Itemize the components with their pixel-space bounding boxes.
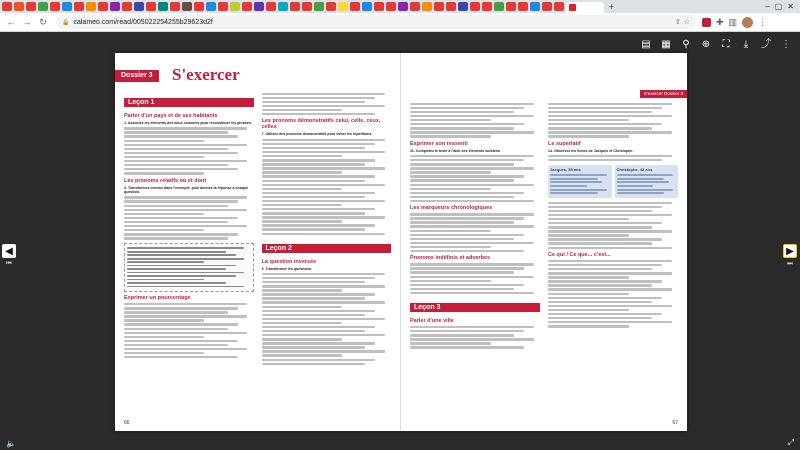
browser-tab[interactable] xyxy=(98,2,108,11)
browser-menu-icon[interactable]: ⋮ xyxy=(758,16,768,27)
first-page-icon[interactable]: ⏮ xyxy=(6,260,12,267)
section-heading: Le superlatif xyxy=(548,140,581,147)
browser-tab[interactable] xyxy=(278,2,288,11)
profile-card xyxy=(548,165,612,198)
browser-tab[interactable] xyxy=(134,2,144,11)
left-page xyxy=(115,53,401,431)
active-tab[interactable] xyxy=(566,2,604,13)
browser-tab[interactable] xyxy=(506,2,516,11)
left-column-1 xyxy=(124,91,254,415)
extension-icon[interactable] xyxy=(702,18,711,27)
profile-cards xyxy=(548,163,678,200)
close-icon[interactable]: ✕ xyxy=(787,2,794,11)
browser-tab[interactable] xyxy=(482,2,492,11)
side-panel-icon[interactable]: ▥ xyxy=(728,16,738,27)
dossier-badge: Dossier 3 xyxy=(115,70,159,82)
browser-tab[interactable] xyxy=(50,2,60,11)
right-column-2 xyxy=(548,101,678,415)
exercise-instruction: 4. Transformez comme dans l'exemple, puis donnez la réponse à chaque question. xyxy=(124,185,249,195)
grid-icon[interactable]: ▦ xyxy=(661,39,671,50)
browser-tab[interactable] xyxy=(398,2,408,11)
browser-tab[interactable] xyxy=(38,2,48,11)
viewer-bottom-bar xyxy=(0,436,800,450)
browser-tab[interactable] xyxy=(350,2,360,11)
url-text: calameo.com/read/005022254255b29623d2f xyxy=(73,18,213,26)
viewer-toolbar xyxy=(640,40,792,50)
browser-tab[interactable] xyxy=(302,2,312,11)
new-tab-button[interactable]: + xyxy=(609,1,615,12)
exercise-instruction: 1. Associez les éléments des deux colonnes pour reconstituer les phrases. xyxy=(124,121,252,125)
share-icon[interactable]: ⤴ xyxy=(761,39,771,50)
lesson-heading: Leçon 1 xyxy=(124,98,254,107)
extensions-puzzle-icon[interactable]: ✚ xyxy=(716,16,724,27)
browser-tab[interactable] xyxy=(182,2,192,11)
section-heading: Pronoms indéfinis et adverbes xyxy=(410,255,491,262)
search-icon[interactable]: ⚲ xyxy=(682,39,690,50)
browser-tab[interactable] xyxy=(338,2,348,11)
browser-tab[interactable] xyxy=(14,2,24,11)
browser-tab[interactable] xyxy=(374,2,384,11)
download-icon[interactable]: ⤓ xyxy=(743,39,749,50)
volume-icon[interactable]: 🔈 xyxy=(6,438,16,448)
zoom-icon[interactable]: ⊕ xyxy=(701,39,711,50)
fit-page-icon[interactable]: ⤢ xyxy=(787,438,794,447)
section-heading: Les pronoms démonstratifs celui, celle, ceux, celles xyxy=(261,118,381,131)
profile-card xyxy=(615,165,679,198)
card-title: Christophe, 42 ans xyxy=(616,167,653,173)
browser-tab[interactable] xyxy=(530,2,540,11)
browser-tab[interactable] xyxy=(158,2,168,11)
browser-tab[interactable] xyxy=(194,2,204,11)
maximize-icon[interactable]: ▢ xyxy=(774,2,783,11)
browser-tab[interactable] xyxy=(254,2,264,11)
browser-tab[interactable] xyxy=(422,2,432,11)
browser-tab[interactable] xyxy=(146,2,156,11)
browser-tab[interactable] xyxy=(230,2,240,11)
section-heading: Parler d'une ville xyxy=(410,317,454,324)
browser-tab[interactable] xyxy=(170,2,180,11)
browser-tab[interactable] xyxy=(494,2,504,11)
browser-tab[interactable] xyxy=(542,2,552,11)
browser-tab[interactable] xyxy=(290,2,300,11)
window-controls xyxy=(765,2,800,11)
browser-tab[interactable] xyxy=(206,2,216,11)
right-column-1 xyxy=(410,101,540,415)
tab-list xyxy=(2,2,566,11)
browser-tab[interactable] xyxy=(518,2,528,11)
section-heading: Exprimer un pourcentage xyxy=(124,295,191,302)
browser-tab[interactable] xyxy=(470,2,480,11)
browser-tab[interactable] xyxy=(218,2,228,11)
browser-tab[interactable] xyxy=(26,2,36,11)
bookmark-star-icon[interactable]: ☆ xyxy=(683,19,690,26)
lock-icon[interactable]: 🔒 xyxy=(62,19,70,26)
exercise-instruction: 7. Utilisez des pronoms démonstratifs pour éviter les répétitions. xyxy=(261,132,373,137)
next-page-button[interactable]: ▶ xyxy=(783,244,797,258)
section-heading: Les marqueurs chronologiques xyxy=(410,205,493,212)
right-page xyxy=(401,53,687,431)
fullscreen-icon[interactable]: ⛶ xyxy=(722,39,730,50)
browser-tab[interactable] xyxy=(554,2,564,11)
book-spread xyxy=(115,53,687,431)
document-viewer xyxy=(0,32,800,450)
section-heading: La question inversée xyxy=(261,258,317,265)
tab-strip xyxy=(0,0,800,13)
browser-tab[interactable] xyxy=(386,2,396,11)
browser-tab[interactable] xyxy=(266,2,276,11)
section-heading: Ce qui / Ce que... c'est... xyxy=(548,251,611,258)
address-bar[interactable] xyxy=(56,15,696,29)
more-icon[interactable]: ⋮ xyxy=(781,39,791,50)
share-page-icon[interactable]: ⇪ xyxy=(674,19,681,26)
handwritten-box xyxy=(124,243,254,293)
exercise-instruction: 11. Complétez le texte à l'aide des éléments suivants. xyxy=(410,148,501,153)
back-icon[interactable]: ← xyxy=(6,17,16,27)
browser-toolbar xyxy=(0,13,800,32)
browser-tab[interactable] xyxy=(434,2,444,11)
exercise-instruction: 9. Transformez les questions. xyxy=(261,266,312,271)
page-title: S'exercer xyxy=(172,65,240,84)
browser-tab[interactable] xyxy=(110,2,120,11)
lesson-heading: Leçon 3 xyxy=(410,303,540,312)
browser-tab[interactable] xyxy=(122,2,132,11)
minimize-icon[interactable]: – xyxy=(765,2,770,11)
browser-tab[interactable] xyxy=(86,2,96,11)
previous-page-button[interactable]: ◀ xyxy=(2,244,16,258)
browser-tab[interactable] xyxy=(242,2,252,11)
exercise-instruction: 14. Observez les fiches de Jacques et Christophe. xyxy=(548,148,634,153)
card-title: Jacques, 35 ans xyxy=(550,167,581,173)
forward-icon[interactable]: → xyxy=(22,17,32,27)
browser-tab[interactable] xyxy=(410,2,420,11)
browser-tab[interactable] xyxy=(314,2,324,11)
lesson-heading: Leçon 2 xyxy=(262,244,392,253)
browser-tab[interactable] xyxy=(62,2,72,11)
browser-tab[interactable] xyxy=(458,2,468,11)
section-heading: Les pronoms relatifs où et dont xyxy=(124,177,207,184)
dossier-badge: S'exercer Dossier 3 xyxy=(640,90,687,98)
page-number: 66 xyxy=(124,420,130,426)
browser-tab[interactable] xyxy=(2,2,12,11)
section-heading: Parler d'un pays et de ses habitants xyxy=(124,113,218,119)
reload-icon[interactable]: ↻ xyxy=(39,16,47,27)
last-page-icon[interactable]: ⏭ xyxy=(787,260,793,267)
browser-tab[interactable] xyxy=(446,2,456,11)
page-number: 67 xyxy=(672,420,678,426)
profile-avatar[interactable] xyxy=(742,17,753,28)
browser-tab[interactable] xyxy=(326,2,336,11)
section-heading: Exprimer son ressenti xyxy=(410,140,468,147)
left-column-2 xyxy=(262,91,392,415)
browser-tab[interactable] xyxy=(362,2,372,11)
library-icon[interactable]: ▤ xyxy=(641,39,651,50)
browser-tab[interactable] xyxy=(74,2,84,11)
